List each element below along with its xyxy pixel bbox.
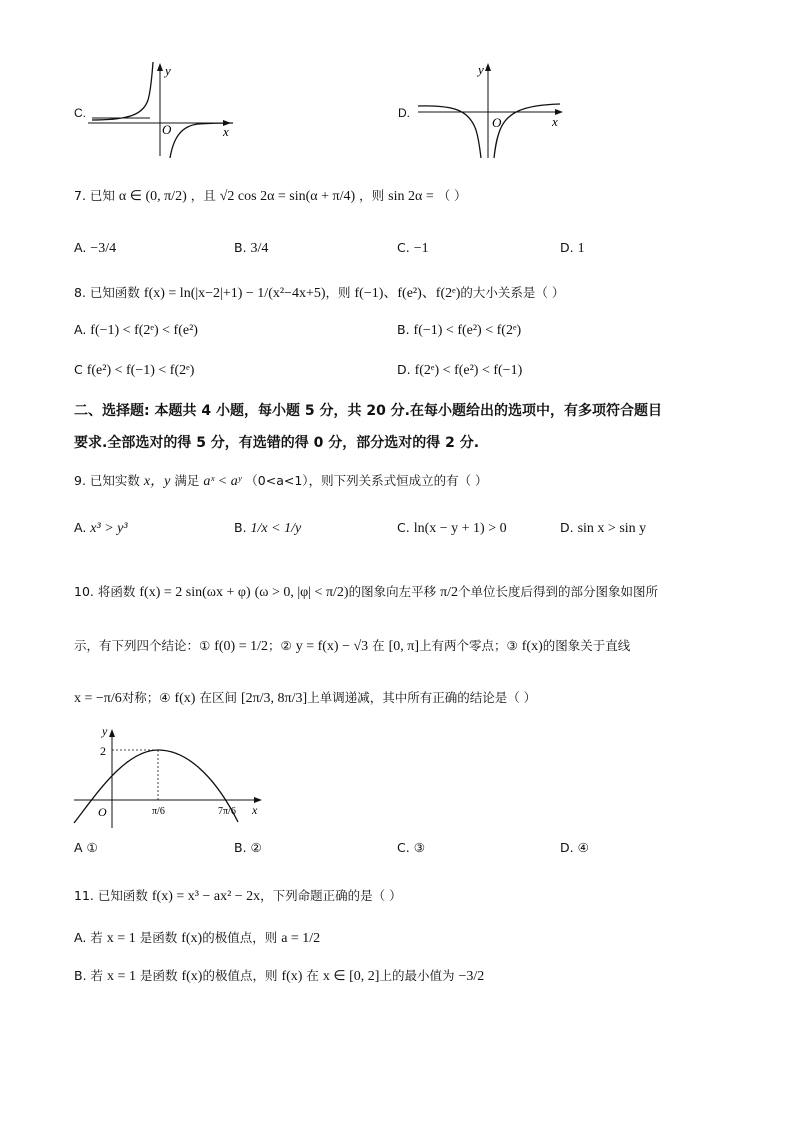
axis-y-label: y [165, 63, 171, 78]
question-10-line2 [74, 636, 630, 655]
q8-prefix: 已知函数 [89, 285, 140, 300]
option-label: B. [234, 520, 247, 535]
option-math: x = 1 [106, 931, 136, 946]
origin-label: O [162, 122, 172, 137]
option-text: 的极值点，则 [202, 968, 278, 983]
q8-func: f(x) = ln(|x−2|+1) − 1/(x²−4x+5) [143, 286, 326, 301]
option-text: x³ > y³ [90, 521, 128, 536]
q7-prefix: 已知 [89, 188, 115, 203]
q8-option-b[interactable] [397, 322, 521, 339]
option-math: f(x) [281, 969, 303, 984]
graph-origin: O [98, 805, 107, 819]
q10-fx: f(x) [521, 639, 543, 654]
q10-text: 在区间 [199, 690, 237, 705]
question-10-line3 [74, 688, 536, 707]
q8-option-a[interactable] [74, 322, 198, 339]
q11-number: 11. [74, 888, 94, 903]
q7-mid: ，且 [190, 188, 216, 203]
q10-text: 在 [372, 638, 385, 653]
q10-text: 示，有下列四个结论：① [74, 638, 211, 653]
graph-option-c [88, 60, 238, 160]
question-8 [74, 282, 564, 302]
q10-text: 上单调递减，其中所有正确的结论是（ ） [307, 690, 537, 705]
option-label: C. [397, 240, 410, 255]
q10-fx: f(x) [174, 691, 196, 706]
option-text: ④ [577, 840, 589, 855]
option-label: D. [560, 240, 574, 255]
question-11 [74, 886, 402, 905]
option-text: 是函数 [139, 930, 178, 945]
section-2-heading-line1: 二、选择题: 本题共 4 小题，每小题 5 分，共 20 分.在每小题给出的选项中，有多项符合题目 [74, 403, 662, 419]
q10-option-c[interactable] [397, 840, 425, 855]
q11-func: f(x) = x³ − ax² − 2x [151, 889, 261, 904]
q10-text: 上有两个零点；③ [419, 638, 518, 653]
q10-option-d[interactable] [560, 840, 589, 855]
q11-suffix: ，下列命题正确的是（ ） [260, 888, 402, 903]
axis-y-label: y [478, 62, 484, 77]
option-math: f(x) [181, 969, 203, 984]
option-label: C. [397, 520, 410, 535]
option-text: ln(x − y + 1) > 0 [413, 521, 507, 536]
option-label: A. [74, 240, 87, 255]
q10-text: ；② [267, 638, 292, 653]
option-label: A. [74, 322, 87, 337]
option-text: f(2ᵉ) < f(e²) < f(−1) [414, 363, 523, 378]
q10-text: 个单位长度后得到的部分图象如图所 [458, 584, 659, 599]
q10-option-a[interactable] [74, 840, 98, 855]
section-2-heading-line2: 要求.全部选对的得 5 分，有选错的得 0 分，部分选对的得 2 分. [74, 435, 480, 451]
option-label: D. [397, 362, 411, 377]
option-text: 若 [90, 930, 103, 945]
q8-number: 8. [74, 285, 86, 300]
option-math: x = 1 [107, 969, 136, 984]
option-text: f(e²) < f(−1) < f(2ᵉ) [86, 363, 195, 378]
q9-number: 9. [74, 473, 86, 488]
q11-option-a[interactable] [74, 928, 320, 947]
q10-interval: [0, π] [388, 639, 420, 654]
q9-option-d[interactable] [560, 520, 646, 537]
q8-values: f(−1)、f(e²)、f(2ᵉ) [354, 286, 461, 301]
q7-suffix: ，则 [359, 188, 385, 203]
q10-graph [70, 726, 270, 830]
q11-option-b[interactable] [74, 966, 484, 985]
q7-option-c[interactable] [397, 240, 429, 257]
q9-text: 满足 [174, 473, 200, 488]
option-text: 1 [577, 241, 585, 256]
q9-option-b[interactable] [234, 520, 301, 537]
q9-option-a[interactable] [74, 520, 128, 537]
q9-vars: x，y [143, 474, 171, 489]
q10-text: 的图象关于直线 [542, 638, 631, 653]
q7-option-a[interactable] [74, 240, 116, 257]
q9-condition: （0<a<1） [245, 473, 309, 488]
option-math: x ∈ [0, 2] [322, 969, 380, 984]
q8-option-d[interactable] [397, 362, 522, 379]
graph-option-d [414, 60, 569, 160]
axis-x-label: x [223, 124, 229, 139]
q10-cond: (ω > 0, |φ| < π/2) [254, 585, 349, 600]
q7-ask: sin 2α = [388, 189, 434, 204]
option-text: sin x > sin y [577, 521, 647, 536]
option-text: 若 [90, 968, 104, 983]
question-10-line1 [74, 582, 658, 601]
option-label: D. [560, 840, 574, 855]
q10-statement-2: y = f(x) − √3 [295, 639, 369, 654]
q10-text: 对称；④ [121, 690, 171, 705]
q8-mid: ，则 [325, 285, 351, 300]
graph-peak-value: 2 [100, 744, 106, 758]
q10-interval: [2π/3, 8π/3] [240, 691, 308, 706]
option-text: −1 [413, 241, 429, 256]
q11-prefix: 已知函数 [97, 888, 148, 903]
option-text: f(−1) < f(2ᵉ) < f(e²) [90, 323, 198, 338]
option-c-label: C. [74, 106, 86, 120]
option-label: B. [397, 322, 410, 337]
option-text: ② [250, 840, 262, 855]
q10-statement-1: f(0) = 1/2 [214, 639, 268, 654]
option-label: B. [234, 840, 247, 855]
option-label: C [74, 362, 83, 377]
option-math: a = 1/2 [281, 931, 321, 946]
q9-text: ，则下列关系式恒成立的有（ ） [308, 473, 488, 488]
option-text: 在 [306, 968, 319, 983]
graph-x-tick-1: π/6 [152, 806, 165, 817]
option-label: A. [74, 520, 87, 535]
q10-shift: π/2 [440, 585, 459, 600]
option-math: −3/2 [458, 969, 485, 984]
q7-option-d[interactable] [560, 240, 585, 257]
question-7 [74, 186, 467, 205]
option-text: −3/4 [90, 241, 117, 256]
option-text: 上的最小值为 [379, 968, 455, 983]
q7-option-b[interactable] [234, 240, 268, 257]
q10-option-b[interactable] [234, 840, 262, 855]
q9-inequality: aˣ < aʸ [203, 474, 242, 489]
option-text: 是函数 [139, 968, 178, 983]
question-9 [74, 470, 488, 490]
q8-option-c[interactable] [74, 362, 194, 379]
q7-number: 7. [74, 188, 86, 203]
option-text: ③ [413, 840, 425, 855]
option-label: B. [234, 240, 247, 255]
q10-text: 的图象向左平移 [348, 584, 437, 599]
q7-cond1: α ∈ (0, π/2) [118, 189, 187, 204]
option-label: A. [74, 930, 87, 945]
option-d-label: D. [398, 106, 410, 120]
option-text: 3/4 [250, 241, 269, 256]
option-text: f(−1) < f(e²) < f(2ᵉ) [413, 323, 522, 338]
origin-label: O [492, 115, 502, 130]
graph-x-label: x [252, 803, 258, 817]
option-math: f(x) [181, 931, 203, 946]
option-text: ① [86, 840, 98, 855]
graph-y-label: y [102, 726, 108, 738]
q10-text: 将函数 [97, 584, 136, 599]
option-text: 1/x < 1/y [250, 521, 302, 536]
axis-x-label: x [552, 114, 558, 129]
option-text: 的极值点，则 [202, 930, 278, 945]
q7-paren: （ ） [437, 188, 467, 203]
graph-x-tick-2: 7π/6 [218, 806, 236, 817]
q10-line: x = −π/6 [74, 691, 122, 706]
option-label: D. [560, 520, 574, 535]
q7-cond2: √2 cos 2α = sin(α + π/4) [219, 189, 356, 204]
q8-suffix: 的大小关系是（ ） [460, 285, 565, 300]
q10-func: f(x) = 2 sin(ωx + φ) [139, 585, 251, 600]
q10-number: 10. [74, 584, 94, 599]
option-label: C. [397, 840, 410, 855]
q9-text: 已知实数 [89, 473, 140, 488]
option-label: A [74, 840, 83, 855]
q9-option-c[interactable] [397, 520, 507, 537]
option-label: B. [74, 968, 87, 983]
